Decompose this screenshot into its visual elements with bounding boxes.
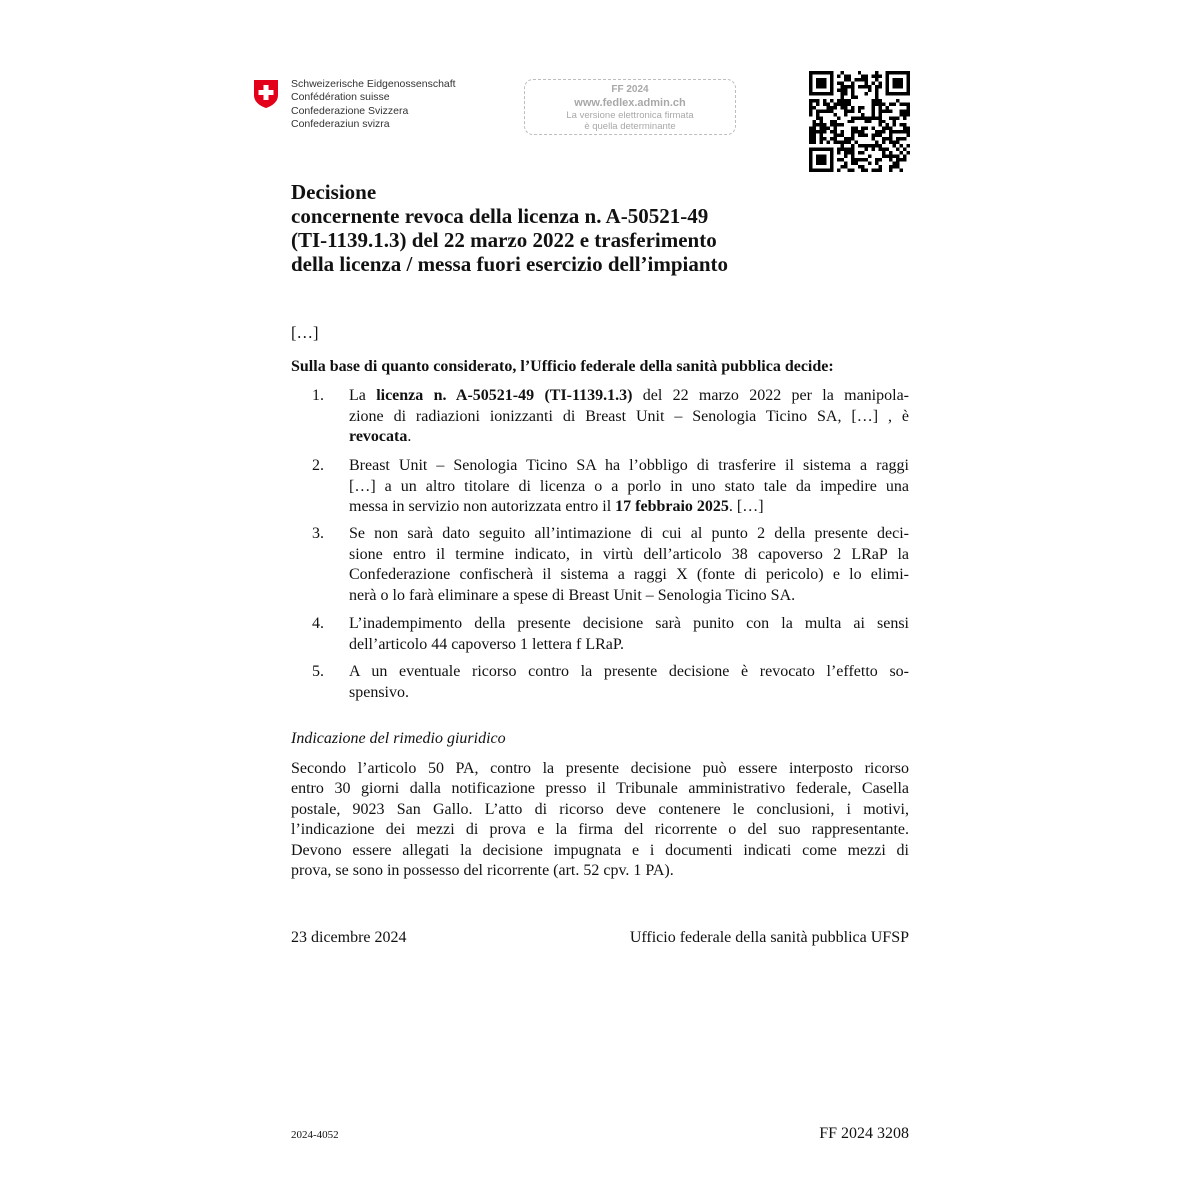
item-line: dell’articolo 44 capoverso 1 lettera f LRaP. (349, 635, 625, 653)
text-run: . […] (728, 498, 764, 515)
item-line: […] a un altro titolare di licenza o a porlo in uno stato tale da impedire una (349, 477, 909, 495)
text-run: . (407, 428, 412, 445)
federation-name-fr: Confédération suisse (291, 91, 390, 104)
revoked-word: revocata (349, 428, 408, 445)
item-number: 2. (312, 457, 324, 474)
stamp-url: www.fedlex.admin.ch (574, 97, 686, 109)
item-text (349, 614, 909, 655)
federation-name-it: Confederazione Svizzera (291, 104, 409, 117)
item-number: 1. (312, 387, 324, 404)
item-text (349, 456, 909, 518)
document-number: 2024-4052 (291, 1129, 339, 1141)
issuing-office: Ufficio federale della sanità pubblica UFSP (629, 929, 909, 946)
decision-date: 23 dicembre 2024 (291, 929, 407, 946)
remedy-line: postale, 9023 San Gallo. L’atto di ricorso deve contenere le conclusioni, i motivi, (291, 800, 909, 818)
title-line: della licenza / messa fuori esercizio dell’impianto (291, 252, 729, 276)
legal-remedy-text (291, 759, 909, 881)
item-line: Breast Unit – Senologia Ticino SA ha l’obbligo di trasferire il sistema a raggi (349, 457, 909, 474)
deadline-date: 17 febbraio 2025 (615, 498, 729, 515)
item-line: Confederazione confischerà il sistema a raggi X (fonte di pericolo) e lo elimi- (349, 566, 909, 583)
license-number: licenza n. A-50521-49 (TI-1139.1.3) (376, 387, 633, 404)
document-title (291, 180, 911, 276)
title-line: Decisione (291, 180, 377, 204)
fedlex-stamp (524, 79, 736, 135)
federal-gazette-reference: FF 2024 3208 (819, 1125, 909, 1142)
item-line: L’inadempimento della presente decisione sarà punito con la multa ai sensi (349, 615, 909, 632)
remedy-line: prova, se sono in possesso del ricorrente (art. 52 cpv. 1 PA). (291, 862, 674, 880)
item-line: Se non sarà dato seguito all’intimazione di cui al punto 2 della presente deci- (349, 525, 909, 542)
item-line: A un eventuale ricorso contro la presente decisione è revocato l’effetto so- (349, 663, 909, 680)
item-line (349, 497, 909, 518)
remedy-line: l’indicazione dei mezzi di prova e la firma del ricorrente o del suo rappresentante. (291, 821, 909, 839)
legal-remedy-heading: Indicazione del rimedio giuridico (291, 730, 506, 747)
omission-mark: […] (291, 323, 319, 342)
item-line: zione di radiazioni ionizzanti di Breast Unit – Senologia Ticino SA, […] , è (349, 407, 909, 425)
text-run: messa in servizio non autorizzata entro il (349, 498, 616, 515)
item-number: 4. (312, 615, 324, 632)
text-run: La (349, 387, 377, 404)
remedy-line: Secondo l’articolo 50 PA, contro la presente decisione può essere interposto ricorso (291, 760, 909, 777)
item-text (349, 662, 909, 703)
remedy-line: Devono essere allegati la decisione impugnata e i documenti indicati come mezzi di (291, 841, 909, 859)
stamp-note-1: La versione elettronica firmata (566, 110, 694, 121)
federation-names (291, 78, 456, 131)
item-line (349, 427, 909, 448)
decision-intro: Sulla base di quanto considerato, l’Ufficio federale della sanità pubblica decide: (291, 358, 834, 375)
item-line: sione entro il termine indicato, in virtù dell’articolo 38 capoverso 2 LRaP la (349, 545, 909, 563)
remedy-line: entro 30 giorni dalla notificazione presso il Tribunale amministrativo federale, Casella (291, 780, 909, 798)
federation-name-rm: Confederaziun svizra (291, 117, 390, 130)
swiss-cross-icon (253, 79, 279, 109)
title-line: concernente revoca della licenza n. A-50521-49 (291, 204, 709, 228)
title-line: (TI-1139.1.3) del 22 marzo 2022 e trasferimento (291, 228, 717, 252)
item-number: 5. (312, 663, 324, 680)
item-text (349, 524, 909, 606)
item-text (349, 386, 909, 448)
item-line (349, 386, 909, 407)
qr-code-icon (809, 71, 910, 172)
item-line: spensivo. (349, 683, 409, 701)
item-line: nerà o lo farà eliminare a spese di Breast Unit – Senologia Ticino SA. (349, 586, 796, 604)
stamp-ff: FF 2024 (611, 84, 649, 95)
item-number: 3. (312, 525, 324, 542)
federation-name-de: Schweizerische Eidgenossenschaft (291, 78, 456, 90)
stamp-note-2: è quella determinante (584, 121, 676, 132)
text-run: del 22 marzo 2022 per la manipola- (632, 387, 909, 404)
